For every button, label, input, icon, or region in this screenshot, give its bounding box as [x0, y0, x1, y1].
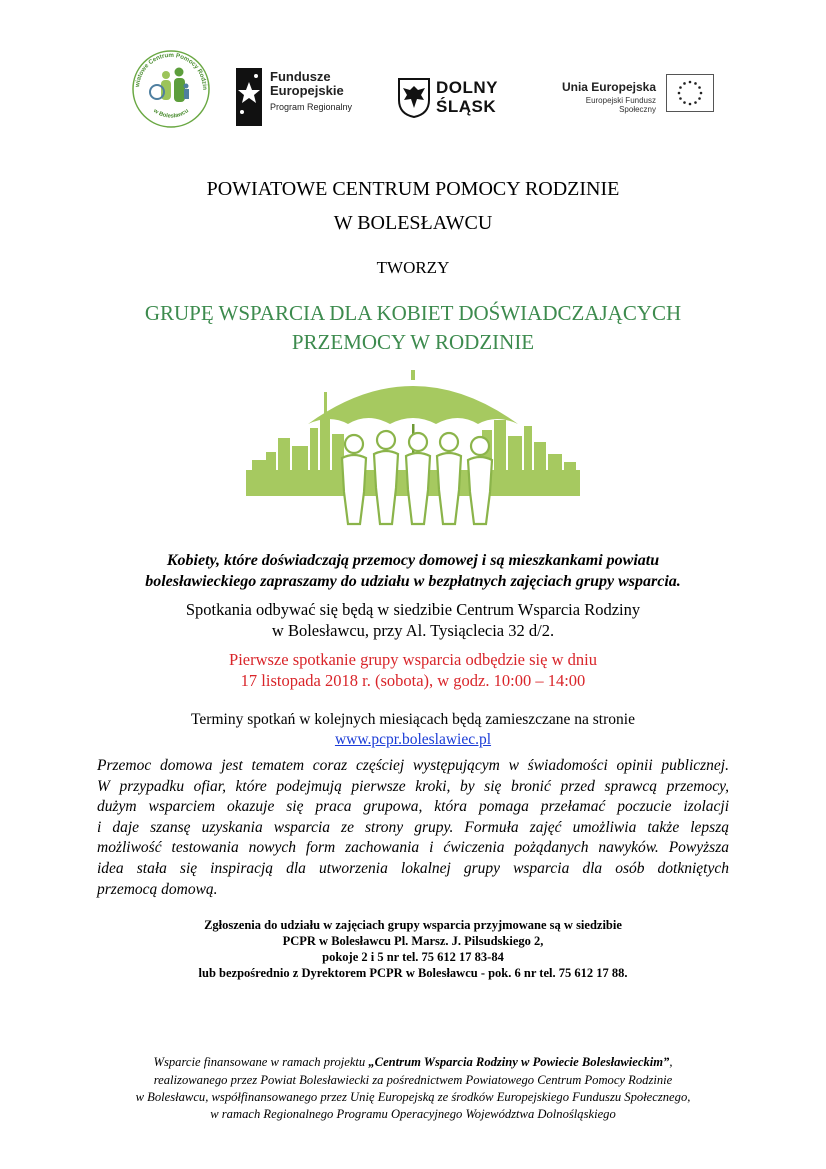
- eu-star-icon: [694, 82, 697, 85]
- svg-text:Powiatowe Centrum Pomocy Rodzi: wiatowe Centrum Pomocy Rodzin: [133, 51, 209, 91]
- footer-line1-pre: Wsparcie finansowane w ramach projektu: [153, 1055, 369, 1069]
- footer-line4: w ramach Regionalnego Programu Operacyjnego Województwa Dolnośląskiego: [210, 1107, 616, 1121]
- pcpr-logo: [130, 48, 212, 130]
- eu-star-icon: [683, 82, 686, 85]
- fe-line2: Europejskie: [270, 83, 344, 98]
- svg-text:w Bolesławcu: w Bolesławcu: [152, 108, 190, 120]
- group-title-line2: PRZEMOCY W RODZINIE: [291, 330, 535, 354]
- org-name-line2: W BOLESŁAWCU: [333, 212, 493, 234]
- first-meeting-line1: Pierwsze spotkanie grupy wsparcia odbędzie się w dniu: [229, 650, 597, 669]
- footer-line1-post: ,: [669, 1055, 673, 1069]
- eu-star-icon: [689, 81, 692, 84]
- fe-star-icon: [236, 68, 262, 126]
- ue-line2: Europejski Fundusz Społeczny: [585, 96, 656, 114]
- paragraph-line: możliwość testowania nowych form zachowania i ćwiczenia pożądanych nawyków. Powyższa: [97, 839, 729, 857]
- eu-star-icon: [683, 101, 686, 104]
- eu-flag-icon: [666, 74, 714, 112]
- fe-line1: Fundusze: [270, 69, 331, 84]
- paragraph-line: i daje szansę uzyskania wsparcia ze strony grupy. Formuła zajęć umożliwia także lepszą: [97, 818, 729, 836]
- fundusze-europejskie-logo: [236, 68, 366, 128]
- fe-text: [270, 70, 352, 114]
- registration-line1: Zgłoszenia do udziału w zajęciach grupy wsparcia przyjmowane są w siedzibie: [204, 918, 622, 932]
- eu-star-icon: [679, 86, 682, 89]
- paragraph-line: W przypadku ofiar, które podejmują pierwsze kroki, by się bronić przed sprawcą przemocy,: [97, 777, 729, 795]
- registration-line3: pokoje 2 i 5 nr tel. 75 612 17 83-84: [322, 950, 504, 964]
- fe-line3: Program Regionalny: [270, 102, 353, 112]
- description-paragraph: [97, 756, 729, 900]
- paragraph-line: dużym wsparciem okazuje się praca grupowa, która pomaga przełamać poczucie izolacji: [97, 798, 729, 816]
- paragraph-line: przemocą domową.: [97, 880, 218, 898]
- eu-star-icon: [698, 86, 701, 89]
- group-title-line1: GRUPĘ WSPARCIA DLA KOBIET DOŚWIADCZAJĄCYCH: [144, 301, 682, 325]
- ds-line2: ŚLĄSK: [436, 97, 497, 116]
- meeting-place-line1: Spotkania odbywać się będą w siedzibie Centrum Wsparcia Rodziny: [185, 600, 641, 619]
- eu-star-icon: [679, 97, 682, 100]
- umbrella-women-illustration: [246, 368, 580, 526]
- intro-line1: Kobiety, które doświadczają przemocy domowej i są mieszkankami powiatu: [166, 552, 660, 569]
- ds-text: [436, 78, 498, 116]
- logo-bar: [0, 40, 826, 140]
- eu-star-icon: [689, 103, 692, 106]
- eu-star-icon: [698, 97, 701, 100]
- eu-star-icon: [678, 92, 681, 95]
- footer-line1: [0, 1055, 826, 1070]
- first-meeting-line2: 17 listopada 2018 r. (sobota), w godz. 10:00 – 14:00: [240, 671, 586, 690]
- website-link[interactable]: www.pcpr.boleslawiec.pl: [334, 731, 492, 748]
- meeting-place-line2: w Bolesławcu, przy Al. Tysiąclecia 32 d/2.: [271, 621, 555, 640]
- tworzy-label: TWORZY: [376, 258, 450, 277]
- eu-star-icon: [700, 92, 703, 95]
- registration-line4: lub bezpośrednio z Dyrektorem PCPR w Bolesławcu - pok. 6 nr tel. 75 612 17 88.: [198, 966, 628, 980]
- paragraph-line: idea stała się inspiracją dla utworzenia lokalnej grupy wsparcia dla osób dotkniętych: [97, 859, 729, 877]
- footer-line2: realizowanego przez Powiat Bolesławiecki za pośrednictwem Powiatowego Centrum Pomocy Rodzinie: [153, 1073, 673, 1087]
- paragraph-line: Przemoc domowa jest tematem coraz częściej występującym w świadomości opinii publicznej.: [97, 757, 729, 774]
- ds-line1: DOLNY: [436, 78, 498, 97]
- pcpr-logo-icon: [130, 48, 212, 130]
- ue-text: [560, 80, 656, 114]
- project-name: „Centrum Wsparcia Rodziny w Powiecie Bolesławieckim”: [368, 1055, 670, 1069]
- ue-line1: Unia Europejska: [561, 80, 656, 94]
- eagle-shield-icon: [398, 78, 430, 118]
- registration-line2: PCPR w Bolesławcu Pl. Marsz. J. Pilsudskiego 2,: [282, 934, 544, 948]
- unia-europejska-logo: [560, 74, 712, 122]
- eu-star-icon: [694, 101, 697, 104]
- footer-line3: w Bolesławcu, współfinansowanego przez Unię Europejską ze środków Europejskiego Funduszu Społecznego,: [135, 1090, 691, 1104]
- intro-line2: bolesławieckiego zapraszamy do udziału w bezpłatnych zajęciach grupy wsparcia.: [145, 573, 681, 590]
- dolny-slask-logo: [398, 78, 508, 122]
- terms-line: Terminy spotkań w kolejnych miesiącach będą zamieszczane na stronie: [191, 711, 635, 728]
- org-name-line1: POWIATOWE CENTRUM POMOCY RODZINIE: [206, 178, 620, 200]
